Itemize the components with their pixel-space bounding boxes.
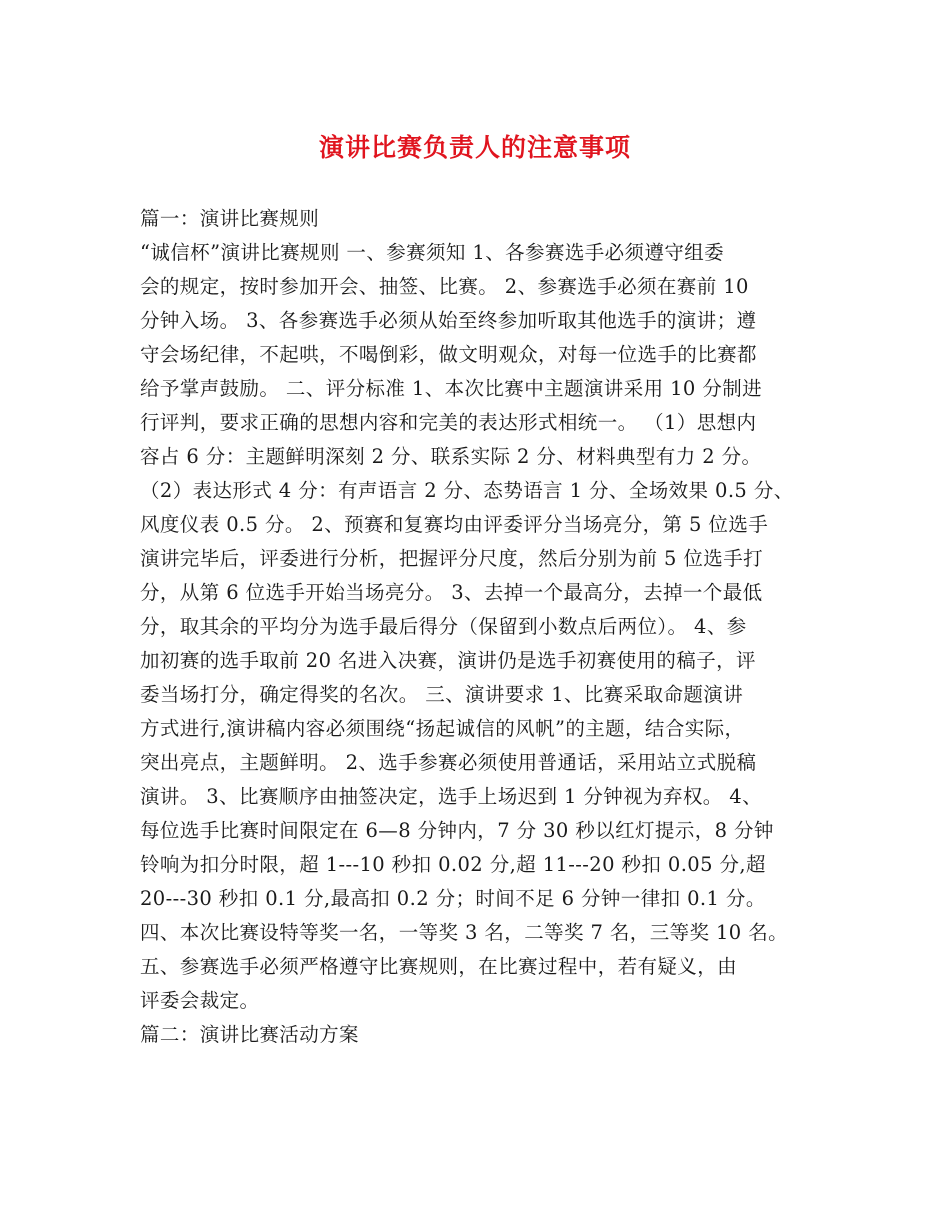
body-line: 演讲完毕后，评委进行分析，把握评分尺度，然后分别为前 5 位选手打 <box>140 547 764 570</box>
document-title: 演讲比赛负责人的注意事项 <box>318 133 631 162</box>
document-body <box>140 202 830 1052</box>
body-line: 20---30 秒扣 0.1 分,最高扣 0.2 分；时间不足 6 分钟一律扣 0.1 分。 <box>140 887 766 910</box>
body-line: 给予掌声鼓励。 二、评分标准 1、本次比赛中主题演讲采用 10 分制进 <box>140 377 763 400</box>
body-line: 风度仪表 0.5 分。 2、预赛和复赛均由评委评分当场亮分，第 5 位选手 <box>140 513 769 536</box>
body-line: “诚信杯”演讲比赛规则 一、参赛须知 1、各参赛选手必须遵守组委 <box>140 241 725 264</box>
body-line: 五、参赛选手必须严格遵守比赛规则，在比赛过程中，若有疑义，由 <box>140 955 738 978</box>
body-line: 分钟入场。 3、各参赛选手必须从始至终参加听取其他选手的演讲；遵 <box>140 309 757 332</box>
body-line: 四、本次比赛设特等奖一名，一等奖 3 名，二等奖 7 名，三等奖 10 名。 <box>140 921 789 944</box>
body-line: 评委会裁定。 <box>140 989 260 1012</box>
body-line: 行评判，要求正确的思想内容和完美的表达形式相统一。 （1）思想内 <box>140 411 757 434</box>
body-line: 突出亮点，主题鲜明。 2、选手参赛必须使用普通话，采用站立式脱稿 <box>140 751 757 774</box>
body-line: 方式进行,演讲稿内容必须围绕“扬起诚信的风帆”的主题，结合实际， <box>140 717 745 740</box>
section-heading: 篇一：演讲比赛规则 <box>140 207 320 230</box>
body-line: 守会场纪律，不起哄，不喝倒彩，做文明观众，对每一位选手的比赛都 <box>140 343 757 366</box>
body-line: 会的规定，按时参加开会、抽签、比赛。 2、参赛选手必须在赛前 10 <box>140 275 749 298</box>
body-line: 每位选手比赛时间限定在 6—8 分钟内，7 分 30 秒以红灯提示，8 分钟 <box>140 819 774 842</box>
body-line: 分，取其余的平均分为选手最后得分（保留到小数点后两位）。 4、参 <box>140 615 747 638</box>
body-line: 分，从第 6 位选手开始当场亮分。 3、去掉一个最高分，去掉一个最低 <box>140 581 763 604</box>
body-line: 铃响为扣分时限，超 1---10 秒扣 0.02 分,超 11---20 秒扣 0.05 分,超 <box>140 853 766 876</box>
body-line: 演讲。 3、比赛顺序由抽签决定，选手上场迟到 1 分钟视为弃权。 4、 <box>140 785 763 808</box>
body-line: 委当场打分，确定得奖的名次。 三、演讲要求 1、比赛采取命题演讲 <box>140 683 744 706</box>
body-line: 容占 6 分：主题鲜明深刻 2 分、联系实际 2 分、材料典型有力 2 分。 <box>140 445 762 468</box>
body-line: （2）表达形式 4 分：有声语言 2 分、态势语言 1 分、全场效果 0.5 分、 <box>140 479 794 502</box>
body-line: 加初赛的选手取前 20 名进入决赛，演讲仍是选手初赛使用的稿子，评 <box>140 649 756 672</box>
section-heading: 篇二：演讲比赛活动方案 <box>140 1023 359 1046</box>
